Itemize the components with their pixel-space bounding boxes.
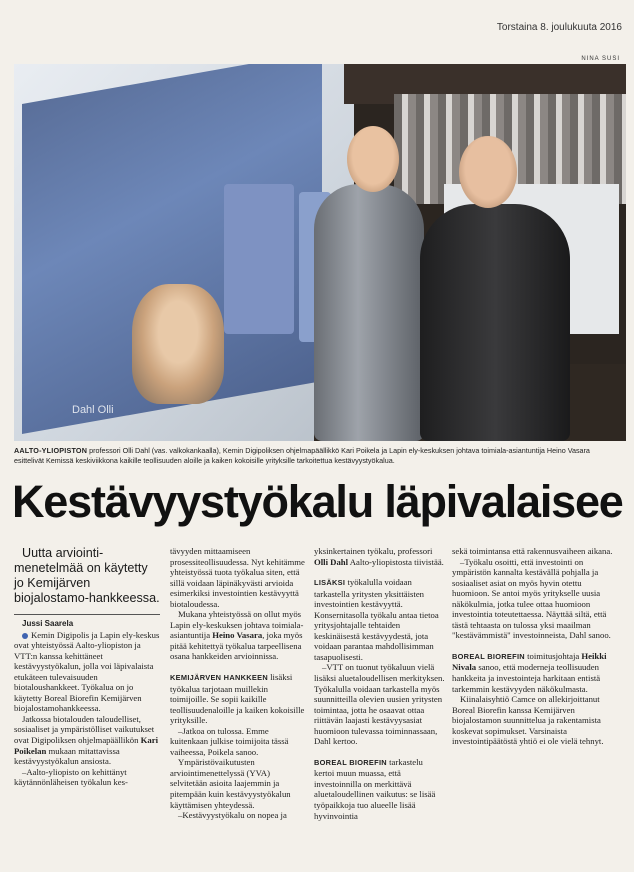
- paragraph-text: , joka myös pitää kehitettyä työkalua tarpeellisena osana hankkeiden arvioinnissa.: [170, 630, 303, 662]
- caption-text: professori Olli Dahl (vas. valkokankaalla), Kemin Digipoliksen ohjelmapäällikkö Kari Poikela ja Lapin ely-keskuksen johtava toimiala-asiantuntija Heino Vasara esittelivät Kemissä keskiviikkona kaikille teollisuuden aloille ja kaiken kokoisille yrityksille tarkoitettua kestävyystyökalua.: [14, 446, 590, 465]
- paragraph-text: lisäksi työkalua tarjotaan muillekin toimijoille. Se sopii kaikille teollisuudenaloille ja kaiken kokoisille yrityksille.: [170, 672, 305, 726]
- article-column-2: [170, 546, 307, 821]
- paragraph: tävyyden mittaamiseen prosessiteollisuudessa. Nyt kehitämme yhteistyössä tuota työkalua siten, että sillä voidaan läpinäkyvästi arvioida esimerkiksi investointien kestävyyttä biotaloudessa.: [170, 546, 305, 609]
- paragraph: [14, 630, 160, 714]
- paragraph-text: mukaan mitattavissa kestävyystyökalun ansiosta.: [14, 745, 120, 767]
- byline-divider: [14, 614, 160, 615]
- paragraph: [314, 546, 445, 567]
- paragraph-text: Aalto-yliopistosta tiivistää.: [348, 556, 444, 567]
- paragraph-text: sanoo, että moderneja teollisuuden hankkeita ja investointeja harkitaan entistä tarkemmin kestävyyden näkökulmasta.: [452, 662, 601, 694]
- paragraph-text: yksinkertainen työkalu, professori: [314, 546, 433, 556]
- section-lead: BOREAL BIOREFIN: [452, 651, 525, 661]
- paragraph: –Työkalu osoitti, että investointi on ympäristön kannalta kestävällä pohjalla ja sosiaaliset asiat on myös hyvin otettu huomioon. Se antoi myös yritykselle uusia näkökulmia, jotka tulee ottaa huomioon investointia toteutettaessa. Näyttää siltä, että tästä tehtaasta on tulossa yksi maailman "kestävämmistä" investoinneista, Dahl sanoo.: [452, 556, 611, 641]
- article-column-4: [452, 546, 620, 747]
- paragraph: Ympäristövaikutusten arviointimenettelyssä (YVA) selvitetään asioita laajemmin ja pitempään kuin kestävyystyökalun käyttämisen yhteydessä.: [170, 757, 291, 810]
- paragraph: sekä toimintansa että rakennusvaiheen aikana.: [452, 546, 613, 556]
- paragraph: [170, 672, 307, 726]
- video-tile: [224, 184, 294, 334]
- paragraph-text: tarkastelu kertoi muun muassa, että investoinnilla on merkittävä aluetaloudellinen vaikutus: se lisää työpaikkoja tuo alueelle lisää hyvinvointia: [314, 756, 436, 821]
- article-column-1: [14, 546, 160, 788]
- paragraph: –Jatkoa on tulossa. Emme kuitenkaan julkise toimijoita tässä vaiheessa, Poikela sanoo.: [170, 725, 289, 757]
- section-lead: LISÄKSI: [314, 578, 346, 588]
- paragraph: –VTT on tuonut työkaluun vielä lisäksi aluetaloudellisen merkityksen. Työkalulla voidaan tarkastella myös suunnitteilla olevien uusien yritysten toimintaa, jotta he osaavat ottaa riittävän laajasti kestävyysasiat huomioon tulevassa toiminnassaan, Dahl kertoo.: [314, 662, 445, 747]
- person-name: Heino Vasara: [212, 630, 263, 641]
- paragraph-text: Jatkossa biotalouden taloudelliset, sosiaaliset ja ympäristölliset vaikutukset ovat Digipoliksen ohjelmapäällikön: [14, 713, 155, 746]
- news-photo: [14, 64, 626, 441]
- person-name: Olli Dahl: [314, 556, 349, 567]
- section-lead: BOREAL BIOREFIN: [314, 757, 387, 767]
- ingress: Uutta arviointi-menetelmää on käytetty jo Kemijärven biojalostamo-hankkeessa.: [14, 546, 160, 605]
- video-participant: [132, 284, 224, 404]
- paragraph: Kiinalaisyhtiö Camce on allekirjoittanut Boreal Biorefin kanssa Kemijärven biojalostamon suunnittelua ja rakentamista koskevat sopimukset. Varsinaista investointipäätöstä yhtiö ei ole vielä tehnyt.: [452, 694, 604, 747]
- section-lead: KEMIJÄRVEN HANKKEEN: [170, 673, 268, 683]
- paragraph: [14, 714, 160, 767]
- person-name: Heikki Nivala: [452, 650, 607, 673]
- dateline: Torstaina 8. joulukuuta 2016: [496, 22, 622, 33]
- person-left-body: [314, 184, 424, 441]
- paragraph-text: Mukana yhteistyössä on ollut myös Lapin ely-keskuksen johtava toimiala-asiantuntija: [170, 609, 304, 641]
- paragraph-text: Kemin Digipolis ja Lapin ely-keskus ovat yhteistyössä Aalto-yliopiston ja VTT:n kanssa kehittäneet kestävyystyökalun, jolla voi läpivalaista etukäteen tulevaisuuden biotaloushankkeet. Työkalua on jo käytetty Boreal Biorefin Kemijärven biojalostamohankkeessa.: [14, 629, 160, 714]
- paragraph: –Kestävyystyökalu on nopea ja: [178, 810, 287, 821]
- person-left-head: [347, 126, 399, 192]
- photo-credit: NINA SUSI: [581, 56, 620, 62]
- person-right-body: [420, 204, 570, 441]
- bullet-icon: [22, 633, 28, 639]
- person-right-head: [459, 136, 517, 208]
- headline: Kestävyystyökalu läpivalaisee: [12, 476, 623, 527]
- video-participant-label: Dahl Olli: [72, 404, 114, 416]
- paragraph: [314, 757, 445, 821]
- photo-caption: [14, 446, 620, 466]
- byline: Jussi Saarela: [22, 619, 74, 628]
- paragraph-text: työkalulla voidaan tarkastella yritysten yksittäisten investointien kestävyyttä. Konsernitasolla työkalu antaa tietoa yritysjohtajalle tehtaiden keskinäisestä kestävyydestä, jota voidaan parantaa mahdollisimman tasapuolisesti.: [314, 577, 439, 662]
- paragraph: [314, 577, 445, 662]
- paragraph: [452, 651, 620, 694]
- paragraph: [170, 609, 307, 662]
- paragraph: –Aalto-yliopisto on kehittänyt käytännönläheisen työkalun kes-: [14, 766, 128, 788]
- paragraph-text: toimitusjohtaja: [524, 650, 582, 661]
- person-name: Kari Poikelan: [14, 735, 159, 756]
- article-column-3: [314, 546, 445, 821]
- caption-lead: AALTO-YLIOPISTON: [14, 446, 88, 455]
